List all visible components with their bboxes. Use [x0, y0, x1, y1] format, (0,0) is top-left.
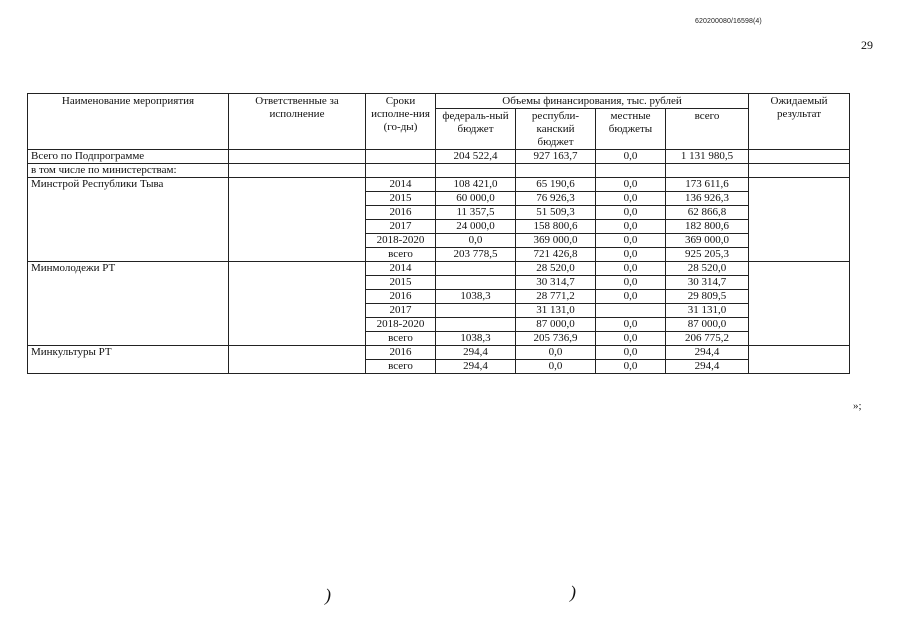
local-cell: 0,0 [596, 206, 666, 220]
republic-cell: 721 426,8 [516, 248, 596, 262]
local-cell: 0,0 [596, 178, 666, 192]
federal-cell: 108 421,0 [436, 178, 516, 192]
local-cell: 0,0 [596, 360, 666, 374]
federal-cell [436, 276, 516, 290]
responsible-cell [229, 262, 366, 346]
federal-cell: 294,4 [436, 360, 516, 374]
local-cell: 0,0 [596, 234, 666, 248]
local-cell: 0,0 [596, 318, 666, 332]
federal-cell: 0,0 [436, 234, 516, 248]
summary-local: 0,0 [596, 150, 666, 164]
local-cell: 0,0 [596, 346, 666, 360]
financing-table [27, 93, 850, 374]
republic-cell: 51 509,3 [516, 206, 596, 220]
federal-cell: 203 778,5 [436, 248, 516, 262]
result-cell [749, 178, 850, 262]
year-cell: всего [366, 360, 436, 374]
republic-cell: 369 000,0 [516, 234, 596, 248]
header-terms: Сроки исполне-ния (го-ды) [366, 94, 436, 150]
responsible-cell [229, 346, 366, 374]
summary-terms [366, 150, 436, 164]
header-federal: федераль-ный бюджет [436, 109, 516, 150]
federal-cell [436, 262, 516, 276]
total-cell: 182 800,6 [666, 220, 749, 234]
header-republic: республи-канский бюджет [516, 109, 596, 150]
year-cell: 2015 [366, 192, 436, 206]
federal-cell: 60 000,0 [436, 192, 516, 206]
federal-cell: 294,4 [436, 346, 516, 360]
local-cell: 0,0 [596, 332, 666, 346]
ministry-name: Минмолодежи РТ [28, 262, 229, 346]
subheading-row [28, 164, 850, 178]
responsible-cell [229, 178, 366, 262]
total-cell: 28 520,0 [666, 262, 749, 276]
total-cell: 369 000,0 [666, 234, 749, 248]
header-volumes: Объемы финансирования, тыс. рублей [436, 94, 749, 109]
year-cell: 2014 [366, 178, 436, 192]
local-cell: 0,0 [596, 262, 666, 276]
total-cell: 173 611,6 [666, 178, 749, 192]
ministry-name: Минкультуры РТ [28, 346, 229, 374]
summary-republic: 927 163,7 [516, 150, 596, 164]
republic-cell: 205 736,9 [516, 332, 596, 346]
header-result: Ожидаемый результат [749, 94, 850, 150]
federal-cell: 11 357,5 [436, 206, 516, 220]
table-row [28, 262, 850, 276]
total-cell: 30 314,7 [666, 276, 749, 290]
republic-cell: 30 314,7 [516, 276, 596, 290]
federal-cell [436, 318, 516, 332]
page-number: 29 [861, 38, 873, 52]
total-cell: 87 000,0 [666, 318, 749, 332]
handwritten-mark: ) [570, 582, 576, 602]
year-cell: 2018-2020 [366, 234, 436, 248]
result-cell [749, 262, 850, 346]
year-cell: всего [366, 332, 436, 346]
table-row [28, 346, 850, 360]
republic-cell: 31 131,0 [516, 304, 596, 318]
year-cell: 2015 [366, 276, 436, 290]
total-cell: 925 205,3 [666, 248, 749, 262]
document-code: 620200080/16598(4) [695, 18, 762, 25]
republic-cell: 65 190,6 [516, 178, 596, 192]
summary-total: 1 131 980,5 [666, 150, 749, 164]
total-cell: 136 926,3 [666, 192, 749, 206]
total-cell: 206 775,2 [666, 332, 749, 346]
federal-cell [436, 304, 516, 318]
year-cell: 2016 [366, 290, 436, 304]
republic-cell: 0,0 [516, 346, 596, 360]
table-body [28, 150, 850, 374]
republic-cell: 87 000,0 [516, 318, 596, 332]
local-cell: 0,0 [596, 276, 666, 290]
local-cell [596, 304, 666, 318]
republic-cell: 76 926,3 [516, 192, 596, 206]
closing-quote: »; [853, 400, 862, 412]
federal-cell: 24 000,0 [436, 220, 516, 234]
year-cell: 2016 [366, 206, 436, 220]
republic-cell: 28 520,0 [516, 262, 596, 276]
local-cell: 0,0 [596, 248, 666, 262]
year-cell: 2017 [366, 304, 436, 318]
federal-cell: 1038,3 [436, 290, 516, 304]
header-local: местные бюджеты [596, 109, 666, 150]
summary-label: Всего по Подпрограмме [28, 150, 229, 164]
year-cell: 2016 [366, 346, 436, 360]
summary-row [28, 150, 850, 164]
table-row [28, 178, 850, 192]
year-cell: всего [366, 248, 436, 262]
summary-responsible [229, 150, 366, 164]
ministry-name: Минстрой Республики Тыва [28, 178, 229, 262]
summary-federal: 204 522,4 [436, 150, 516, 164]
header-name: Наименование мероприятия [28, 94, 229, 150]
total-cell: 294,4 [666, 346, 749, 360]
local-cell: 0,0 [596, 290, 666, 304]
year-cell: 2017 [366, 220, 436, 234]
header-responsible: Ответственные за исполнение [229, 94, 366, 150]
republic-cell: 28 771,2 [516, 290, 596, 304]
header-total: всего [666, 109, 749, 150]
result-cell [749, 346, 850, 374]
republic-cell: 0,0 [516, 360, 596, 374]
summary-result [749, 150, 850, 164]
total-cell: 294,4 [666, 360, 749, 374]
total-cell: 62 866,8 [666, 206, 749, 220]
year-cell: 2018-2020 [366, 318, 436, 332]
local-cell: 0,0 [596, 192, 666, 206]
year-cell: 2014 [366, 262, 436, 276]
total-cell: 31 131,0 [666, 304, 749, 318]
republic-cell: 158 800,6 [516, 220, 596, 234]
subheading-label: в том числе по министерствам: [28, 164, 229, 178]
federal-cell: 1038,3 [436, 332, 516, 346]
handwritten-mark: ) [325, 585, 331, 605]
total-cell: 29 809,5 [666, 290, 749, 304]
local-cell: 0,0 [596, 220, 666, 234]
